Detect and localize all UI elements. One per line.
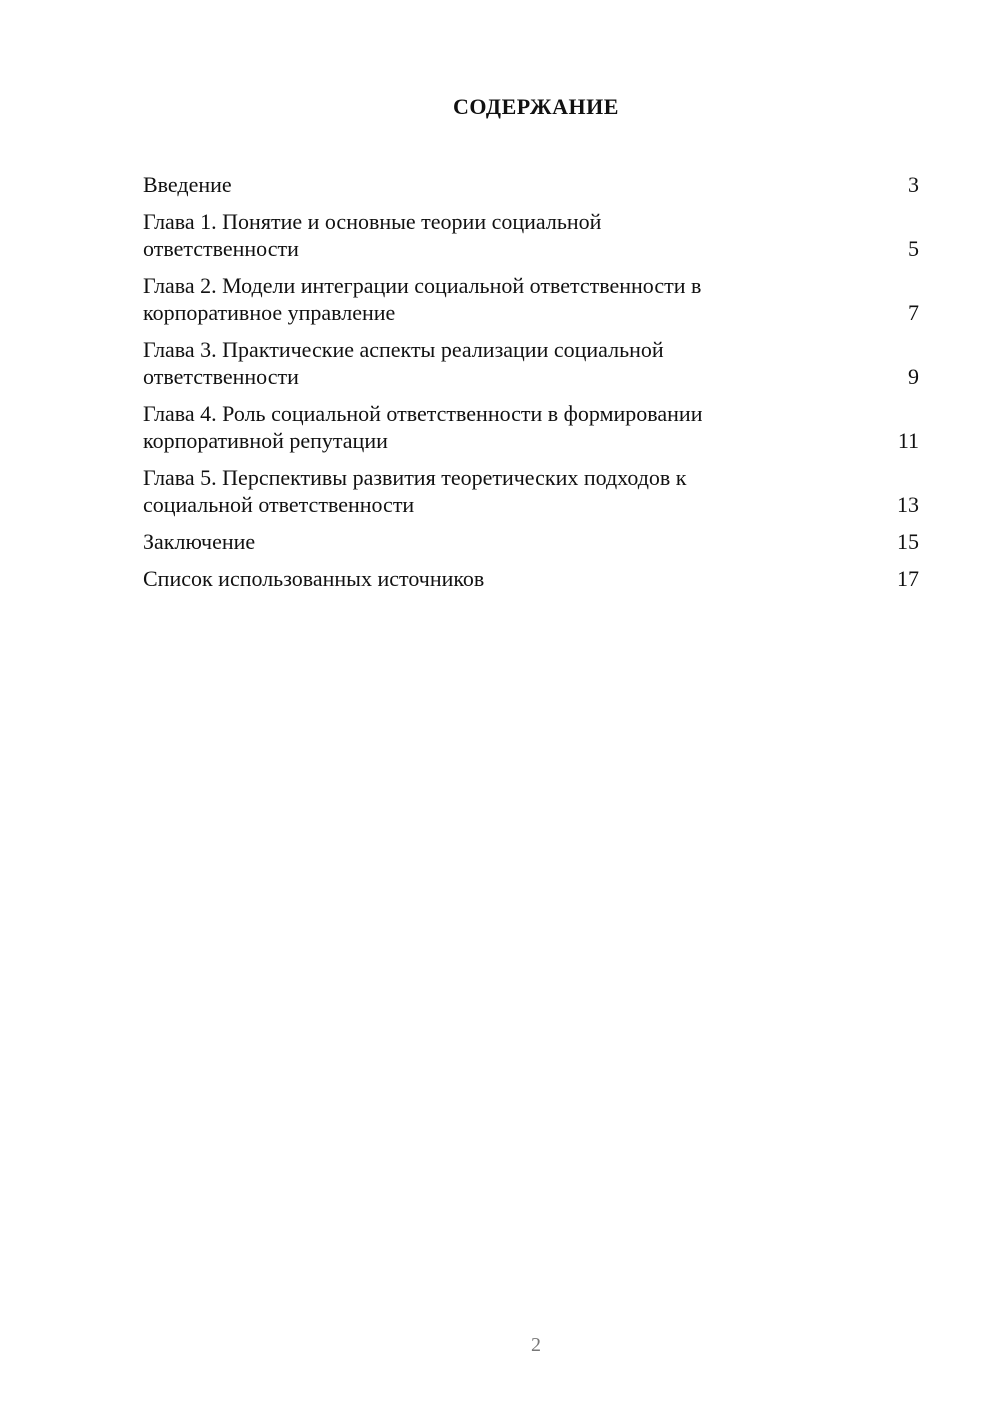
toc-entry-page: 9 — [908, 364, 919, 389]
toc-entry-page: 5 — [908, 236, 919, 261]
toc-entry-title: Введение — [143, 172, 232, 197]
toc-entry-title: Список использованных источников — [143, 566, 485, 591]
toc-entry-title: Глава 5. Перспективы развития теоретических подходов к социальной ответственности — [143, 465, 687, 517]
toc-entry-page: 11 — [897, 428, 919, 453]
toc-entry-title: Глава 1. Понятие и основные теории социальной ответственности — [143, 209, 602, 261]
toc-entry-chapter-1 — [143, 208, 919, 262]
toc-entry-conclusion — [143, 528, 919, 555]
toc-entry-chapter-2 — [143, 272, 919, 326]
table-of-contents — [143, 171, 919, 602]
toc-entry-title: Глава 2. Модели интеграции социальной ответственности в корпоративное управление — [143, 273, 702, 325]
toc-entry-chapter-3 — [143, 336, 919, 390]
toc-entry-title: Глава 3. Практические аспекты реализации социальной ответственности — [143, 337, 664, 389]
toc-entry-page: 3 — [908, 172, 919, 197]
page-title: СОДЕРЖАНИЕ — [453, 94, 619, 119]
toc-entry-page: 17 — [897, 566, 919, 591]
toc-entry-references — [143, 565, 919, 592]
toc-entry-chapter-4 — [143, 400, 919, 454]
toc-entry-title: Глава 4. Роль социальной ответственности в формировании корпоративной репутации — [143, 401, 703, 453]
page-number: 2 — [531, 1334, 541, 1356]
toc-entry-introduction — [143, 171, 919, 198]
toc-entry-chapter-5 — [143, 464, 919, 518]
toc-entry-page: 15 — [897, 529, 919, 554]
toc-entry-title: Заключение — [143, 529, 256, 554]
toc-entry-page: 7 — [908, 300, 919, 325]
toc-entry-page: 13 — [897, 492, 919, 517]
